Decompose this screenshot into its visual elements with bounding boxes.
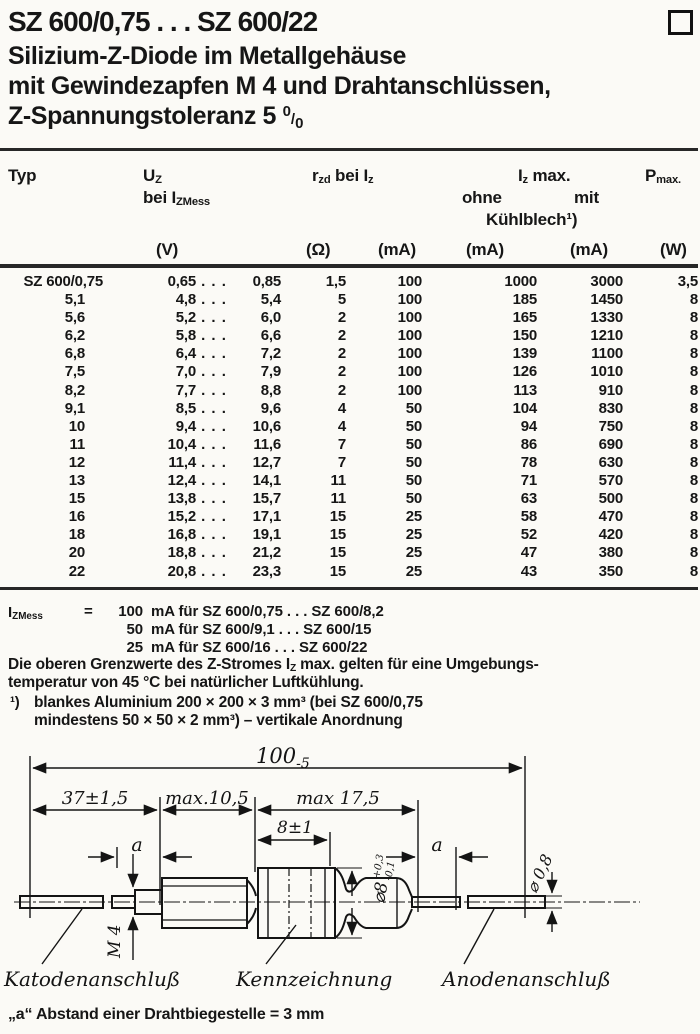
cell-typ: 8,2 xyxy=(64,381,85,399)
cell-typ: 13 xyxy=(68,472,85,490)
cell-izmax-ohne: 126 xyxy=(512,363,537,381)
cell-range-dots: . . . xyxy=(201,327,227,345)
table-row xyxy=(0,291,698,309)
cell-rzd: 4 xyxy=(337,399,346,417)
cell-pmax: 8 xyxy=(689,327,698,345)
cell-pmax: 8 xyxy=(689,453,698,471)
cell-iz: 25 xyxy=(405,562,422,580)
cell-typ: 20 xyxy=(68,544,85,562)
footnote-1-marker: ¹) xyxy=(10,694,20,711)
cell-uz-max: 14,1 xyxy=(252,472,281,490)
cell-range-dots: . . . xyxy=(201,273,227,290)
cell-range-dots: . . . xyxy=(201,453,227,471)
footnote-1-line-2: mindestens 50 × 50 × 2 mm³) – vertikale Anordnung xyxy=(34,712,403,729)
unit-ma-mit: (mA) xyxy=(570,240,608,259)
cell-uz-min: 10,4 xyxy=(167,435,196,453)
page-title: SZ 600/0,75 . . . SZ 600/22 xyxy=(8,6,318,37)
anode-label: Anodenanschluß xyxy=(442,967,611,991)
col-header-rzd: $r_{zd}$ bei $I_z$ xyxy=(312,166,374,187)
cell-izmax-ohne: 139 xyxy=(512,345,537,363)
cell-range-dots: . . . xyxy=(201,544,227,562)
divider-table-bottom xyxy=(0,587,698,590)
subtitle-line-1: Silizium-Z-Diode im Metallgehäuse xyxy=(8,42,406,70)
cell-typ: 5,1 xyxy=(64,291,85,309)
cell-izmax-ohne: 104 xyxy=(512,399,537,417)
cell-uz-max: 15,7 xyxy=(252,490,281,508)
ambient-note-line-1: Die oberen Grenzwerte des Z-Stromes $I_Z$ max. gelten für eine Umgebungs- xyxy=(8,656,539,675)
cell-iz: 25 xyxy=(405,526,422,544)
table-row xyxy=(0,526,698,544)
cell-izmax-mit: 830 xyxy=(598,399,623,417)
cell-uz-max: 5,4 xyxy=(260,291,281,309)
cell-iz: 100 xyxy=(397,363,422,381)
cell-range-dots: . . . xyxy=(201,291,227,309)
cell-typ: 5,6 xyxy=(64,309,85,327)
table-row xyxy=(0,273,698,291)
cell-iz: 100 xyxy=(397,309,422,327)
cell-rzd: 15 xyxy=(329,562,346,580)
table-row xyxy=(0,327,698,345)
cell-range-dots: . . . xyxy=(201,363,227,381)
cell-pmax: 8 xyxy=(689,508,698,526)
cell-pmax: 8 xyxy=(689,472,698,490)
cell-uz-min: 20,8 xyxy=(167,562,196,580)
cell-pmax: 8 xyxy=(689,291,698,309)
cell-uz-max: 6,6 xyxy=(260,327,281,345)
cell-uz-min: 4,8 xyxy=(175,291,196,309)
cell-izmax-mit: 690 xyxy=(598,435,623,453)
corner-square-icon xyxy=(668,10,693,35)
cell-pmax: 8 xyxy=(689,526,698,544)
cell-uz-min: 9,4 xyxy=(175,417,196,435)
cell-rzd: 5 xyxy=(337,291,346,309)
cell-izmax-ohne: 1000 xyxy=(504,273,537,290)
table-row xyxy=(0,345,698,363)
cell-izmax-mit: 630 xyxy=(598,453,623,471)
cell-uz-min: 16,8 xyxy=(167,526,196,544)
cell-uz-max: 6,0 xyxy=(260,309,281,327)
unit-ma-ohne: (mA) xyxy=(466,240,504,259)
cell-pmax: 8 xyxy=(689,363,698,381)
cell-uz-min: 13,8 xyxy=(167,490,196,508)
bend-distance-note: „a“ Abstand einer Drahtbiegestelle = 3 mm xyxy=(8,1006,325,1023)
cell-range-dots: . . . xyxy=(201,381,227,399)
izmess-entry-1: 100 mA für SZ 600/0,75 . . . SZ 600/8,2 xyxy=(118,603,384,620)
unit-watt: (W) xyxy=(660,240,687,259)
cell-uz-min: 11,4 xyxy=(168,453,196,471)
cell-izmax-mit: 910 xyxy=(598,381,623,399)
cell-rzd: 2 xyxy=(337,345,346,363)
cell-uz-max: 8,8 xyxy=(260,381,281,399)
cell-pmax: 8 xyxy=(689,309,698,327)
cell-uz-max: 7,2 xyxy=(260,345,281,363)
ambient-note-line-2: temperatur von 45 °C bei natürlicher Luftkühlung. xyxy=(8,674,364,691)
cell-pmax: 8 xyxy=(689,435,698,453)
table-row xyxy=(0,454,698,472)
cell-iz: 50 xyxy=(405,435,422,453)
cell-izmax-mit: 420 xyxy=(598,526,623,544)
cell-izmax-ohne: 43 xyxy=(520,562,537,580)
cell-iz: 50 xyxy=(405,399,422,417)
cell-pmax: 8 xyxy=(689,544,698,562)
cell-typ: 18 xyxy=(68,526,85,544)
col-header-uz: $U_Z$ xyxy=(143,166,162,187)
cell-izmax-ohne: 185 xyxy=(512,291,537,309)
cell-range-dots: . . . xyxy=(201,508,227,526)
cell-izmax-ohne: 150 xyxy=(512,327,537,345)
cell-typ: 7,5 xyxy=(64,363,85,381)
dim-label-max105: max.10,5 xyxy=(165,788,249,809)
table-row xyxy=(0,436,698,454)
cell-rzd: 2 xyxy=(337,327,346,345)
cell-izmax-ohne: 71 xyxy=(520,472,537,490)
dim-label-a-right: a xyxy=(431,834,443,856)
cell-uz-min: 0,65 xyxy=(167,273,196,290)
unit-volt: (V) xyxy=(156,240,179,259)
cell-uz-min: 18,8 xyxy=(167,544,196,562)
table-row xyxy=(0,418,698,436)
cell-uz-min: 8,5 xyxy=(175,399,196,417)
cell-iz: 100 xyxy=(397,291,422,309)
izmess-entry-3: 25 mA für SZ 600/16 . . . SZ 600/22 xyxy=(126,639,368,656)
table-row xyxy=(0,563,698,581)
table-row xyxy=(0,472,698,490)
percent-sign: 0/0 xyxy=(282,102,304,132)
cell-izmax-mit: 1450 xyxy=(590,291,623,309)
cell-uz-min: 5,8 xyxy=(175,327,196,345)
table-row xyxy=(0,309,698,327)
subtitle-line-2: mit Gewindezapfen M 4 und Drahtanschlüssen, xyxy=(8,72,551,100)
cell-rzd: 15 xyxy=(329,508,346,526)
cell-pmax: 8 xyxy=(689,417,698,435)
table-row xyxy=(0,508,698,526)
table-body xyxy=(0,273,698,581)
cell-typ: 16 xyxy=(68,508,85,526)
cell-iz: 50 xyxy=(405,453,422,471)
cell-izmax-mit: 1330 xyxy=(590,309,623,327)
cell-iz: 25 xyxy=(405,508,422,526)
cell-iz: 100 xyxy=(397,345,422,363)
cell-range-dots: . . . xyxy=(201,309,227,327)
cell-iz: 100 xyxy=(397,381,422,399)
cell-range-dots: . . . xyxy=(201,435,227,453)
cell-izmax-mit: 570 xyxy=(598,472,623,490)
cell-range-dots: . . . xyxy=(201,526,227,544)
cell-typ: 11 xyxy=(69,435,85,453)
cell-typ: 22 xyxy=(68,562,85,580)
cell-rzd: 4 xyxy=(337,417,346,435)
cell-uz-max: 9,6 xyxy=(260,399,281,417)
cell-uz-max: 19,1 xyxy=(252,526,281,544)
cell-pmax: 8 xyxy=(689,562,698,580)
cell-izmax-mit: 350 xyxy=(598,562,623,580)
cell-izmax-mit: 380 xyxy=(598,544,623,562)
cell-izmax-mit: 470 xyxy=(598,508,623,526)
col-header-typ: Typ xyxy=(8,166,37,185)
cell-uz-min: 7,7 xyxy=(175,381,196,399)
cell-typ: 9,1 xyxy=(64,399,85,417)
cell-izmax-mit: 1100 xyxy=(591,345,623,363)
col-header-pmax: $P_{max.}$ xyxy=(645,166,681,187)
cell-uz-min: 15,2 xyxy=(167,508,196,526)
cell-uz-max: 12,7 xyxy=(252,453,281,471)
cell-typ: 12 xyxy=(68,453,85,471)
unit-ma-iz: (mA) xyxy=(378,240,416,259)
cell-uz-max: 7,9 xyxy=(260,363,281,381)
cell-pmax: 8 xyxy=(689,399,698,417)
cell-izmax-ohne: 52 xyxy=(520,526,537,544)
cell-rzd: 7 xyxy=(337,453,346,471)
cell-uz-max: 23,3 xyxy=(252,562,281,580)
cell-izmax-mit: 750 xyxy=(598,417,623,435)
dim-label-8: 8±1 xyxy=(277,818,313,838)
cell-izmax-ohne: 58 xyxy=(520,508,537,526)
cell-izmax-ohne: 165 xyxy=(512,309,537,327)
cell-iz: 100 xyxy=(397,273,422,290)
cell-range-dots: . . . xyxy=(201,417,227,435)
cell-izmax-mit: 3000 xyxy=(590,273,623,290)
cell-range-dots: . . . xyxy=(201,345,227,363)
cell-uz-min: 12,4 xyxy=(167,472,196,490)
cell-iz: 25 xyxy=(405,544,422,562)
svg-text:-0,1: -0,1 xyxy=(383,860,398,882)
divider-header xyxy=(0,264,698,268)
cell-pmax: 3,5 xyxy=(677,273,698,290)
izmess-entry-2: 50 mA für SZ 600/9,1 . . . SZ 600/15 xyxy=(126,621,372,638)
cell-izmax-mit: 1210 xyxy=(590,327,623,345)
cell-rzd: 2 xyxy=(337,381,346,399)
table-row xyxy=(0,363,698,381)
izmess-legend-label: $I_{ZMess}$ xyxy=(8,604,43,623)
cell-typ: 6,2 xyxy=(64,327,85,345)
cell-rzd: 11 xyxy=(330,472,346,490)
footnote-1-line-1: blankes Aluminium 200 × 200 × 3 mm³ (bei SZ 600/0,75 xyxy=(34,694,423,711)
cell-uz-max: 10,6 xyxy=(252,417,281,435)
svg-text:⌀8: ⌀8 xyxy=(369,880,393,905)
cell-range-dots: . . . xyxy=(201,472,227,490)
cell-rzd: 2 xyxy=(337,363,346,381)
subtitle-line-3: Z-Spannungstoleranz 5 0/0 xyxy=(8,102,304,132)
cell-range-dots: . . . xyxy=(201,562,227,580)
cell-izmax-ohne: 63 xyxy=(520,490,537,508)
cell-rzd: 11 xyxy=(330,490,346,508)
cell-range-dots: . . . xyxy=(201,490,227,508)
cell-rzd: 2 xyxy=(337,309,346,327)
table-row xyxy=(0,382,698,400)
marking-label: Kennzeichnung xyxy=(236,967,393,991)
cell-izmax-mit: 500 xyxy=(598,490,623,508)
cell-iz: 100 xyxy=(397,327,422,345)
cell-izmax-mit: 1010 xyxy=(590,363,623,381)
cell-uz-min: 7,0 xyxy=(175,363,196,381)
col-header-mit: mit xyxy=(574,188,599,207)
cell-pmax: 8 xyxy=(689,345,698,363)
cell-uz-max: 0,85 xyxy=(252,273,281,290)
cell-iz: 50 xyxy=(405,490,422,508)
col-header-kuehlblech: Kühlblech¹) xyxy=(486,210,578,229)
cell-uz-max: 21,2 xyxy=(252,544,281,562)
cell-uz-max: 17,1 xyxy=(252,508,281,526)
table-row xyxy=(0,400,698,418)
izmess-equals: = xyxy=(84,603,93,620)
cell-typ: 10 xyxy=(68,417,85,435)
dim-label-max175: max 17,5 xyxy=(296,788,380,809)
cell-izmax-ohne: 47 xyxy=(520,544,537,562)
cell-pmax: 8 xyxy=(689,381,698,399)
cell-izmax-ohne: 113 xyxy=(513,381,537,399)
cell-typ: 15 xyxy=(68,490,85,508)
cell-iz: 50 xyxy=(405,472,422,490)
divider-top xyxy=(0,148,698,151)
cell-izmax-ohne: 86 xyxy=(520,435,537,453)
unit-ohm: (Ω) xyxy=(306,240,331,259)
thread-label-m4: M 4 xyxy=(105,924,125,958)
table-row xyxy=(0,490,698,508)
cell-rzd: 1,5 xyxy=(325,273,346,290)
col-header-ohne: ohne xyxy=(462,188,502,207)
diode-dimension-drawing xyxy=(0,738,700,1000)
col-header-uz-condition: bei $I_{ZMess}$ xyxy=(143,188,210,209)
cell-uz-min: 5,2 xyxy=(175,309,196,327)
cell-uz-min: 6,4 xyxy=(175,345,196,363)
dim-label-a-left: a xyxy=(131,834,143,856)
dia-wire-label: ⌀ 0,8 xyxy=(522,851,557,896)
cathode-label: Katodenanschluß xyxy=(4,967,181,991)
dia-body-label xyxy=(367,853,398,905)
cell-iz: 50 xyxy=(405,417,422,435)
cell-typ: 6,8 xyxy=(64,345,85,363)
table-row xyxy=(0,544,698,562)
cell-rzd: 15 xyxy=(329,526,346,544)
col-header-izmax: $I_z$ max. xyxy=(518,166,571,187)
cell-izmax-ohne: 78 xyxy=(520,453,537,471)
cell-izmax-ohne: 94 xyxy=(520,417,537,435)
cell-rzd: 7 xyxy=(337,435,346,453)
cell-pmax: 8 xyxy=(689,490,698,508)
cell-range-dots: . . . xyxy=(201,399,227,417)
dim-label-overall: $100_{-5}$ xyxy=(256,744,310,772)
cell-rzd: 15 xyxy=(329,544,346,562)
dim-label-37: 37±1,5 xyxy=(61,788,129,809)
cell-typ: SZ 600/0,75 xyxy=(23,273,103,290)
svg-text:+0,3: +0,3 xyxy=(371,853,387,880)
cell-uz-max: 11,6 xyxy=(253,435,281,453)
